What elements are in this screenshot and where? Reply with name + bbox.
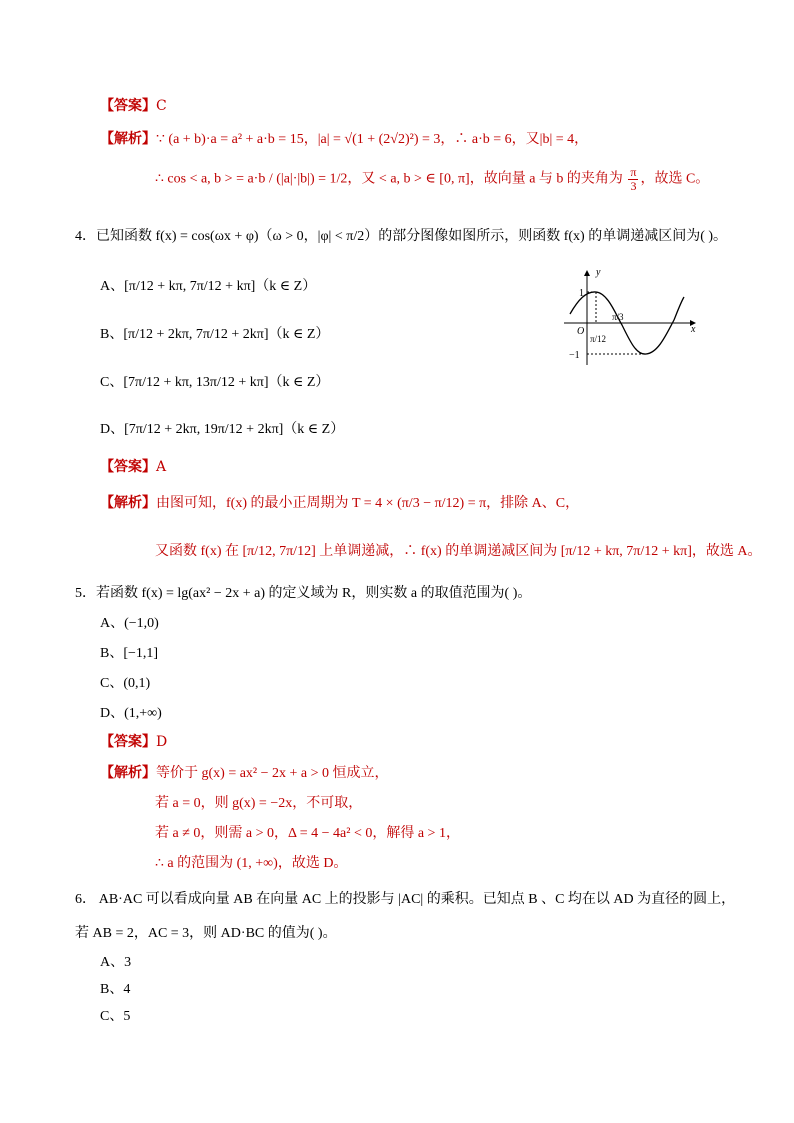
q3-explain-text-2: ∴ cos < a, b > = a·b / (|a|·|b|) = 1/2，又 < a, b > ∈ [0, π]，故向量 a 与 b 的夹角为 [155,171,623,187]
q4-option-a[interactable] [100,275,316,295]
tick-1: 1 [579,288,584,299]
option-text: 3 [124,955,132,970]
option-text: [7π/12 + 2kπ, 19π/12 + 2kπ]（k ∈ Z） [124,422,345,437]
option-text: 5 [123,1009,131,1024]
option-text: [π/12 + 2kπ, 7π/12 + 2kπ]（k ∈ Z） [123,327,330,342]
option-text: [7π/12 + kπ, 13π/12 + kπ]（k ∈ Z） [123,375,330,390]
q4-option-b[interactable] [100,323,329,343]
q6-stem-line-1: 6． AB·AC 可以看成向量 AB 在向量 AC 上的投影与 |AC| 的乘积。已知点 B 、C 均在以 AD 为直径的圆上， [75,892,736,907]
q4-explain-line-1 [100,492,579,512]
origin-label: O [577,326,585,337]
option-letter: A、 [100,616,125,631]
q5-stem: 5．若函数 f(x) = lg(ax² − 2x + a) 的定义域为 R，则实数 a 的取值范围为( )。 [75,586,532,601]
angle-fraction [628,166,638,192]
option-letter: B、 [100,327,124,342]
answer-value: A [156,459,167,475]
q5-explain-text-1: 等价于 g(x) = ax² − 2x + a > 0 恒成立， [156,766,389,781]
answer-label: 【答案】 [100,734,156,750]
q5-explain-line-2: 若 a = 0，则 g(x) = −2x，不可取， [155,796,363,811]
option-text: (0,1) [123,676,151,691]
q3-explain-text-1: ∵ (a + b)·a = a² + a·b = 15，|a| = √(1 + (2√2)²) = 3，∴ a·b = 6，又|b| = 4， [156,132,589,147]
q5-option-b[interactable] [100,642,158,662]
q4-stem: 4．已知函数 f(x) = cos(ωx + φ)（ω > 0，|φ| < π/2）的部分图像如图所示，则函数 f(x) 的单调递减区间为( )。 [75,229,728,244]
option-letter: B、 [100,982,124,997]
q3-explain-line-1 [100,128,588,148]
option-letter: D、 [100,422,125,437]
option-letter: C、 [100,1009,124,1024]
option-text: [−1,1] [123,646,159,661]
option-text: 4 [123,982,131,997]
q3-answer [100,95,167,115]
tick-neg1: −1 [569,350,580,361]
option-letter: C、 [100,375,124,390]
q5-explain-line-1 [100,762,389,782]
q5-option-c[interactable] [100,672,150,692]
q6-option-b[interactable] [100,978,130,998]
answer-label: 【答案】 [100,459,156,475]
explain-label: 【解析】 [100,765,156,781]
cosine-graph [560,265,705,370]
q6-option-a[interactable] [100,951,131,971]
option-letter: A、 [100,955,125,970]
option-letter: A、 [100,279,125,294]
answer-label: 【答案】 [100,98,156,114]
q4-answer [100,456,166,476]
q5-answer [100,731,167,751]
fraction-denominator: 3 [630,178,637,193]
option-letter: C、 [100,676,124,691]
option-text: (−1,0) [124,616,159,631]
option-text: (1,+∞) [124,706,162,721]
q6-stem-line-2: 若 AB = 2，AC = 3，则 AD·BC 的值为( )。 [75,926,337,941]
label-pi-3: π/3 [612,312,624,322]
q3-explain-text-3: ，故选 C。 [640,171,710,187]
answer-value: D [156,734,168,750]
y-axis-label: y [596,267,601,278]
label-pi-12: π/12 [590,334,607,344]
q5-option-d[interactable] [100,702,162,722]
q4-option-d[interactable] [100,418,344,438]
explain-label: 【解析】 [100,131,156,147]
answer-value: C [156,98,167,114]
q5-explain-line-4: ∴ a 的范围为 (1, +∞)，故选 D。 [155,856,348,871]
q5-explain-line-3: 若 a ≠ 0，则需 a > 0，Δ = 4 − 4a² < 0，解得 a > 1， [155,826,460,841]
q3-explain-line-2 [155,166,709,192]
fraction-numerator: π [630,165,637,179]
q4-explain-line-2: 又函数 f(x) 在 [π/12, 7π/12] 上单调递减，∴ f(x) 的单调递减区间为 [π/12 + kπ, 7π/12 + kπ]，故选 A。 [155,544,762,559]
q6-option-c[interactable] [100,1005,130,1025]
explain-label: 【解析】 [100,495,156,511]
x-axis-label: x [691,324,696,335]
option-letter: D、 [100,706,125,721]
option-text: [π/12 + kπ, 7π/12 + kπ]（k ∈ Z） [124,279,317,294]
option-letter: B、 [100,646,124,661]
q4-explain-text-1: 由图可知，f(x) 的最小正周期为 T = 4 × (π/3 − π/12) = π，排除 A、C， [156,496,580,511]
q4-option-c[interactable] [100,371,329,391]
q5-option-a[interactable] [100,612,159,632]
